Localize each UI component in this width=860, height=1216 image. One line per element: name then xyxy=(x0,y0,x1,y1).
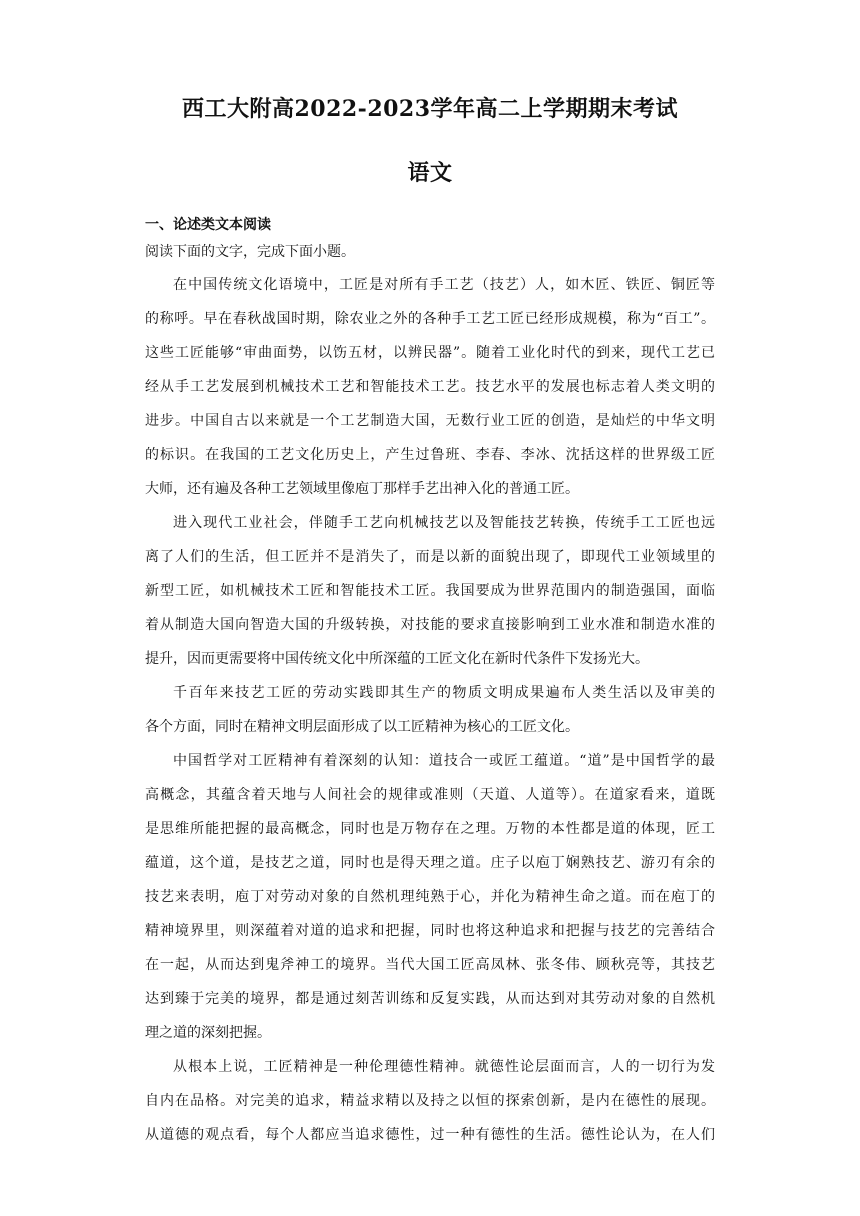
reading-instruction: 阅读下面的文字，完成下面小题。 xyxy=(145,244,355,260)
paragraph xyxy=(145,744,715,1050)
document-subject: 语文 xyxy=(407,160,453,186)
paragraph xyxy=(145,1050,715,1152)
paragraph-line: 技艺来表明，庖丁对劳动对象的自然机理纯熟于心，并化为精神生命之道。而在庖丁的 xyxy=(145,889,715,905)
paragraph-line: 的称呼。早在春秋战国时期，除农业之外的各种手工艺工匠已经形成规模，称为“百工”。 xyxy=(145,311,715,327)
paragraph-line: 经从手工艺发展到机械技术工艺和智能技术工艺。技艺水平的发展也标志着人类文明的 xyxy=(145,379,715,395)
paragraph-line: 各个方面，同时在精神文明层面形成了以工匠精神为核心的工匠文化。 xyxy=(145,719,579,735)
paragraph-line: 进入现代工业社会，伴随手工艺向机械技艺以及智能技艺转换，传统手工工匠也远 xyxy=(173,515,715,531)
paragraph xyxy=(145,268,715,506)
paragraph-line: 蕴道，这个道，是技艺之道，同时也是得天理之道。庄子以庖丁娴熟技艺、游刃有余的 xyxy=(145,855,715,871)
paragraph-line: 高概念，其蕴含着天地与人间社会的规律或准则（天道、人道等）。在道家看来，道既 xyxy=(145,787,715,803)
paragraph-line: 离了人们的生活，但工匠并不是消失了，而是以新的面貌出现了，即现代工业领域里的 xyxy=(145,549,715,565)
paragraph-line: 新型工匠，如机械技术工匠和智能技术工匠。我国要成为世界范围内的制造强国，面临 xyxy=(145,583,715,599)
paragraph-line: 从道德的观点看，每个人都应当追求德性，过一种有德性的生活。德性论认为，在人们 xyxy=(145,1127,715,1143)
paragraph-line: 在一起，从而达到鬼斧神工的境界。当代大国工匠高凤林、张冬伟、顾秋亮等，其技艺 xyxy=(145,957,715,973)
paragraph-line: 中国哲学对工匠精神有着深刻的认知：道技合一或匠工蕴道。“道”是中国哲学的最 xyxy=(173,753,715,769)
section-heading: 一、论述类文本阅读 xyxy=(145,217,271,233)
article-body xyxy=(145,268,715,1152)
paragraph xyxy=(145,676,715,744)
paragraph-line: 千百年来技艺工匠的劳动实践即其生产的物质文明成果遍布人类生活以及审美的 xyxy=(173,685,715,701)
paragraph-line: 自内在品格。对完美的追求，精益求精以及持之以恒的探索创新，是内在德性的展现。 xyxy=(145,1093,715,1109)
paragraph-line: 大师，还有遍及各种工艺领域里像庖丁那样手艺出神入化的普通工匠。 xyxy=(145,481,579,497)
document-title: 西工大附高2022-2023学年高二上学期期末考试 xyxy=(181,96,679,122)
paragraph-line: 从根本上说，工匠精神是一种伦理德性精神。就德性论层面而言，人的一切行为发 xyxy=(173,1059,715,1075)
paragraph-line: 达到臻于完美的境界，都是通过刻苦训练和反复实践，从而达到对其劳动对象的自然机 xyxy=(145,991,715,1007)
paragraph-line: 的标识。在我国的工艺文化历史上，产生过鲁班、李春、李冰、沈括这样的世界级工匠 xyxy=(145,447,715,463)
paragraph xyxy=(145,506,715,676)
paragraph-line: 在中国传统文化语境中，工匠是对所有手工艺（技艺）人，如木匠、铁匠、铜匠等 xyxy=(173,277,715,293)
paragraph-line: 着从制造大国向智造大国的升级转换，对技能的要求直接影响到工业水准和制造水准的 xyxy=(145,617,715,633)
paragraph-line: 精神境界里，则深蕴着对道的追求和把握，同时也将这种追求和把握与技艺的完善结合 xyxy=(145,923,715,939)
paragraph-line: 理之道的深刻把握。 xyxy=(145,1025,271,1041)
paragraph-line: 这些工匠能够“审曲面势，以饬五材，以辨民器”。随着工业化时代的到来，现代工艺已 xyxy=(145,345,715,361)
paragraph-line: 提升，因而更需要将中国传统文化中所深蕴的工匠文化在新时代条件下发扬光大。 xyxy=(145,651,649,667)
paragraph-line: 进步。中国自古以来就是一个工艺制造大国，无数行业工匠的创造，是灿烂的中华文明 xyxy=(145,413,715,429)
paragraph-line: 是思维所能把握的最高概念，同时也是万物存在之理。万物的本性都是道的体现，匠工 xyxy=(145,821,715,837)
